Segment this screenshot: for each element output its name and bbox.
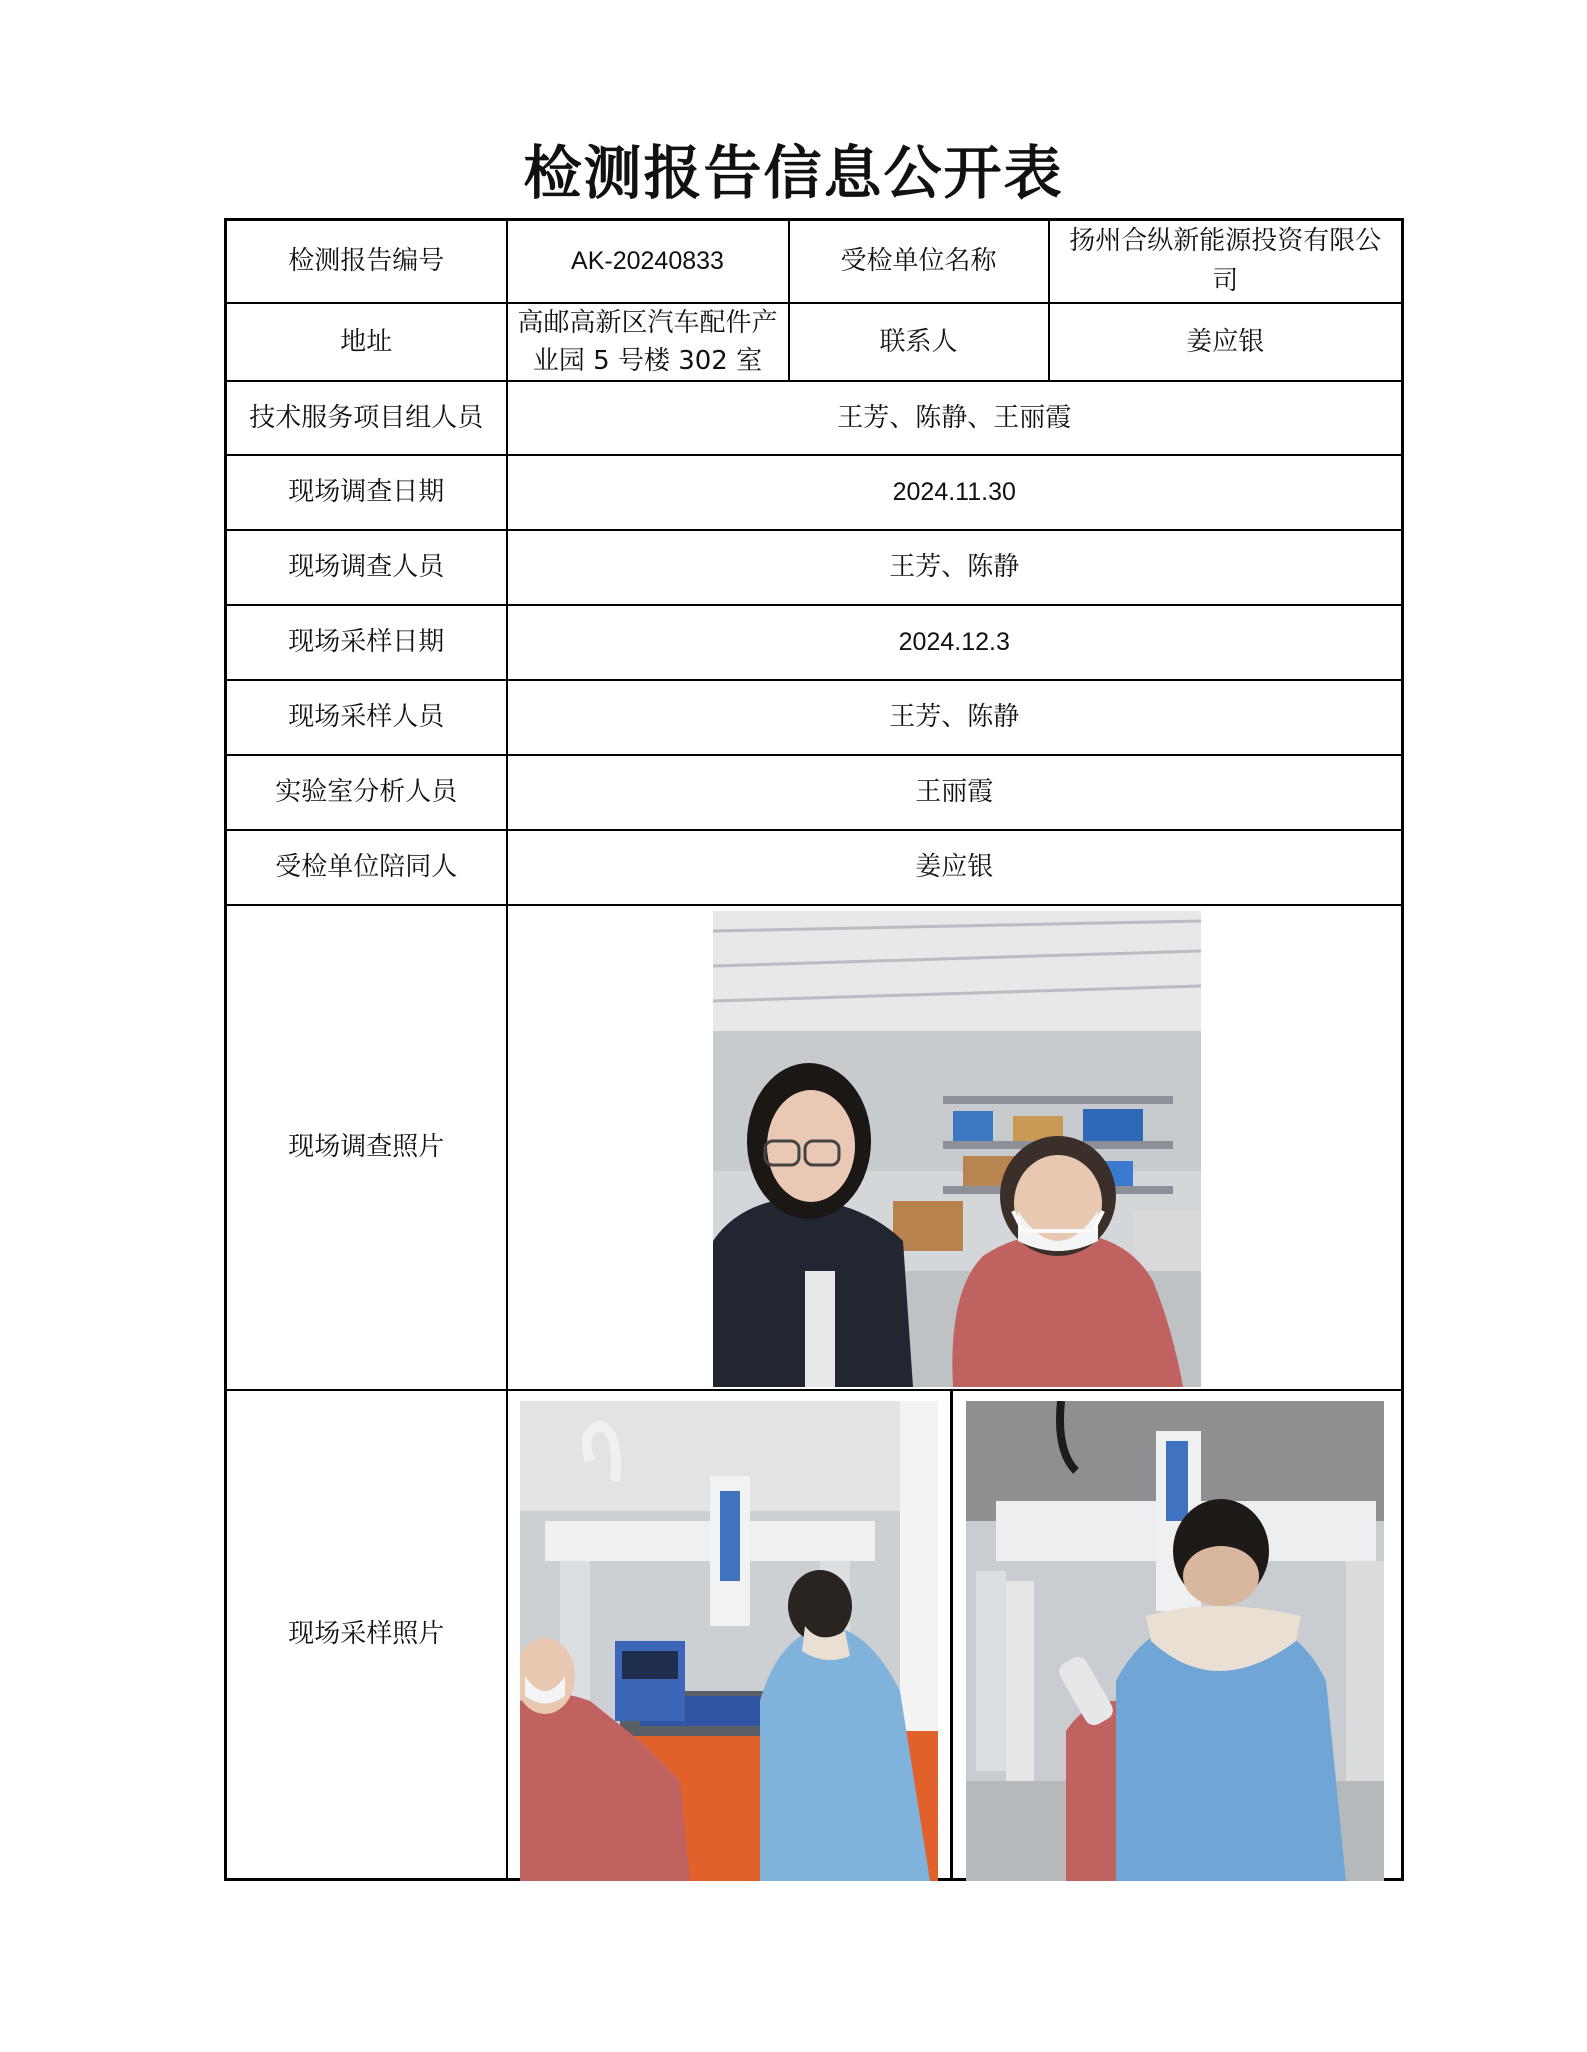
- survey-date-label: 现场调查日期: [226, 455, 507, 530]
- sampling-photo-right-image: [966, 1401, 1384, 1881]
- address-label: 地址: [226, 303, 507, 381]
- contact-label: 联系人: [789, 303, 1049, 381]
- table-row: [226, 220, 1403, 303]
- team-label: 技术服务项目组人员: [226, 381, 507, 455]
- team-value: 王芳、陈静、王丽霞: [507, 381, 1403, 455]
- survey-photo: [713, 911, 1201, 1387]
- survey-date-value: 2024.11.30: [507, 455, 1403, 530]
- address-value: 高邮高新区汽车配件产业园 5 号楼 302 室: [507, 303, 789, 381]
- table-row: [226, 530, 1403, 605]
- sampling-photo-right: [966, 1401, 1384, 1881]
- sampling-staff-label: 现场采样人员: [226, 680, 507, 755]
- table-row: [226, 605, 1403, 680]
- table-row: [226, 455, 1403, 530]
- escort-label: 受检单位陪同人: [226, 830, 507, 905]
- table-row: [226, 680, 1403, 755]
- survey-photo-image: [713, 911, 1201, 1387]
- sampling-photo-left: [520, 1401, 938, 1881]
- report-info-table: [224, 218, 1404, 1881]
- unit-label: 受检单位名称: [789, 220, 1049, 303]
- sampling-staff-value: 王芳、陈静: [507, 680, 1403, 755]
- sampling-photo-cell: [507, 1390, 1403, 1880]
- page-title: 检测报告信息公开表: [523, 139, 1064, 207]
- survey-staff-value: 王芳、陈静: [507, 530, 1403, 605]
- sampling-photo-left-image: [520, 1401, 938, 1881]
- unit-value: 扬州合纵新能源投资有限公司: [1049, 220, 1403, 303]
- table-row: [226, 905, 1403, 1390]
- escort-value: 姜应银: [507, 830, 1403, 905]
- survey-staff-label: 现场调查人员: [226, 530, 507, 605]
- report-no-value: AK-20240833: [507, 220, 789, 303]
- table-row: [226, 830, 1403, 905]
- photo-divider: [950, 1391, 953, 1879]
- sampling-date-value: 2024.12.3: [507, 605, 1403, 680]
- report-no-label: 检测报告编号: [226, 220, 507, 303]
- lab-value: 王丽霞: [507, 755, 1403, 830]
- table-row: [226, 1390, 1403, 1880]
- table-row: [226, 755, 1403, 830]
- lab-label: 实验室分析人员: [226, 755, 507, 830]
- table-row: [226, 381, 1403, 455]
- survey-photo-label: 现场调查照片: [226, 905, 507, 1390]
- sampling-photo-label: 现场采样照片: [226, 1390, 507, 1880]
- survey-photo-cell: [507, 905, 1403, 1390]
- table-row: [226, 303, 1403, 381]
- sampling-date-label: 现场采样日期: [226, 605, 507, 680]
- contact-value: 姜应银: [1049, 303, 1403, 381]
